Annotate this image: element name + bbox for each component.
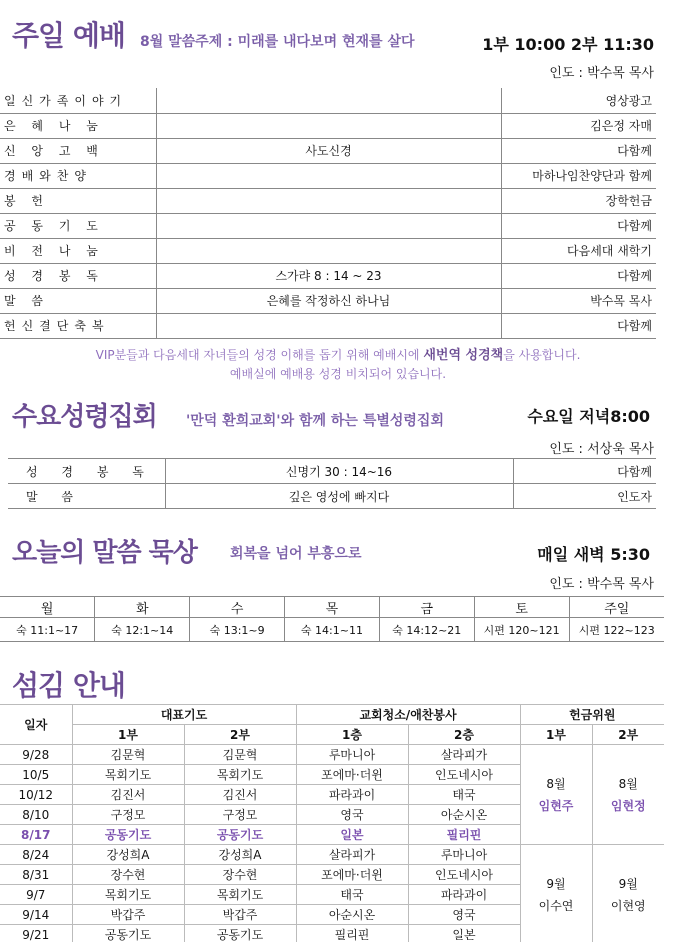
header-floor-1: 1층 xyxy=(296,725,408,745)
wednesday-title: 수요성령집회 xyxy=(12,402,157,432)
service-row xyxy=(0,745,664,765)
order-row xyxy=(0,163,656,188)
meditation-leader: 인도 : 박수목 목사 xyxy=(549,577,654,592)
service-p2: 공동기도 xyxy=(184,925,296,942)
sunday-leader: 인도 : 박수목 목사 xyxy=(549,66,654,81)
order-content xyxy=(156,238,501,263)
order-leader: 김은정 자매 xyxy=(501,113,656,138)
order-name: 비 전 나 눔 xyxy=(0,238,156,263)
service-p1: 박갑주 xyxy=(72,905,184,925)
order-content xyxy=(156,313,501,338)
order-row xyxy=(0,313,656,338)
order-leader: 마하나임찬양단과 함께 xyxy=(501,163,656,188)
meditation-time: 매일 새벽 5:30 xyxy=(537,545,650,564)
order-leader: 박수목 목사 xyxy=(501,288,656,313)
service-c2: 영국 xyxy=(408,905,520,925)
day-header: 목 xyxy=(285,597,380,618)
day-passage: 숙 13:1~9 xyxy=(190,618,285,642)
service-p2: 구정모 xyxy=(184,805,296,825)
service-c1: 태국 xyxy=(296,885,408,905)
order-content xyxy=(156,188,501,213)
wed-leader: 인도자 xyxy=(513,484,656,509)
order-content xyxy=(156,213,501,238)
service-p2: 김문혁 xyxy=(184,745,296,765)
order-name: 일신가족이야기 xyxy=(0,88,156,113)
service-p1: 목회기도 xyxy=(72,765,184,785)
day-passage: 숙 14:1~11 xyxy=(285,618,380,642)
service-c1: 살라피가 xyxy=(296,845,408,865)
header-offer-2: 2부 xyxy=(592,725,664,745)
service-p1: 김진서 xyxy=(72,785,184,805)
wednesday-leader: 인도 : 서상욱 목사 xyxy=(549,442,654,457)
service-p2: 장수현 xyxy=(184,865,296,885)
offering-sep-1 xyxy=(520,845,592,942)
day-passage: 숙 11:1~17 xyxy=(0,618,95,642)
day-header: 금 xyxy=(379,597,474,618)
service-c1: 파라과이 xyxy=(296,785,408,805)
service-c1: 일본 xyxy=(296,825,408,845)
meditation-title: 오늘의 말씀 묵상 xyxy=(12,538,197,568)
header-floor-2: 2층 xyxy=(408,725,520,745)
service-p1: 공동기도 xyxy=(72,925,184,942)
service-c2: 인도네시아 xyxy=(408,865,520,885)
order-leader: 다함께 xyxy=(501,313,656,338)
day-header: 월 xyxy=(0,597,95,618)
service-c1: 필리핀 xyxy=(296,925,408,942)
wed-row xyxy=(8,459,656,484)
service-c2: 루마니아 xyxy=(408,845,520,865)
day-passage: 숙 14:12~21 xyxy=(379,618,474,642)
wednesday-time: 수요일 저녁8:00 xyxy=(527,407,650,426)
service-c2: 아순시온 xyxy=(408,805,520,825)
service-p1: 공동기도 xyxy=(72,825,184,845)
offering-sep-2 xyxy=(592,845,664,942)
order-leader: 장학헌금 xyxy=(501,188,656,213)
sunday-title: 주일 예배 xyxy=(12,19,125,52)
header-offer-1: 1부 xyxy=(520,725,592,745)
header-clean: 교회청소/애찬봉사 xyxy=(296,705,520,725)
order-name: 말 씀 xyxy=(0,288,156,313)
service-c1: 루마니아 xyxy=(296,745,408,765)
order-row xyxy=(0,213,656,238)
service-p2: 박갑주 xyxy=(184,905,296,925)
order-row xyxy=(0,138,656,163)
offering-name: 임현주 xyxy=(538,798,574,813)
service-table xyxy=(0,704,664,942)
header-prayer: 대표기도 xyxy=(72,705,296,725)
day-header: 수 xyxy=(190,597,285,618)
order-content xyxy=(156,113,501,138)
order-name: 헌신결단축복 xyxy=(0,313,156,338)
offering-aug-1 xyxy=(520,745,592,845)
order-name: 경배와찬양 xyxy=(0,163,156,188)
service-c1: 영국 xyxy=(296,805,408,825)
order-leader: 다함께 xyxy=(501,263,656,288)
wednesday-order-table xyxy=(8,458,656,509)
service-date: 10/12 xyxy=(0,785,72,805)
service-p2: 목회기도 xyxy=(184,765,296,785)
service-title: 섬김 안내 xyxy=(12,669,125,702)
order-leader: 다음세대 새학기 xyxy=(501,238,656,263)
header-service-2: 2부 xyxy=(184,725,296,745)
offering-aug-2 xyxy=(592,745,664,845)
sunday-theme: 8월 말씀주제 : 미래를 내다보며 현재를 살다 xyxy=(140,34,415,50)
service-row xyxy=(0,845,664,865)
order-name: 성 경 봉 독 xyxy=(0,263,156,288)
service-date: 9/7 xyxy=(0,885,72,905)
order-content: 은혜를 작정하신 하나님 xyxy=(156,288,501,313)
service-p2: 강성희A xyxy=(184,845,296,865)
offering-month: 9월 xyxy=(618,876,638,891)
wed-leader: 다함께 xyxy=(513,459,656,484)
offering-month: 8월 xyxy=(618,776,638,791)
service-p1: 김문혁 xyxy=(72,745,184,765)
order-name: 은 혜 나 눔 xyxy=(0,113,156,138)
order-row xyxy=(0,188,656,213)
service-p2: 공동기도 xyxy=(184,825,296,845)
order-row xyxy=(0,238,656,263)
service-date: 9/28 xyxy=(0,745,72,765)
service-c2: 살라피가 xyxy=(408,745,520,765)
order-content: 사도신경 xyxy=(156,138,501,163)
offering-name: 이수연 xyxy=(538,898,574,913)
service-p2: 김진서 xyxy=(184,785,296,805)
order-content: 스가랴 8 : 14 ~ 23 xyxy=(156,263,501,288)
day-header: 화 xyxy=(95,597,190,618)
header-service-1: 1부 xyxy=(72,725,184,745)
wed-row xyxy=(8,484,656,509)
order-row xyxy=(0,288,656,313)
service-date: 8/17 xyxy=(0,825,72,845)
day-passage: 숙 12:1~14 xyxy=(95,618,190,642)
service-c1: 포에마·더윈 xyxy=(296,765,408,785)
service-p1: 목회기도 xyxy=(72,885,184,905)
order-row xyxy=(0,88,656,113)
wednesday-theme: '만덕 환희교회'와 함께 하는 특별성령집회 xyxy=(186,413,444,429)
order-leader: 영상광고 xyxy=(501,88,656,113)
wed-content: 신명기 30 : 14~16 xyxy=(165,459,513,484)
service-p2: 목회기도 xyxy=(184,885,296,905)
sunday-order-table xyxy=(0,88,656,339)
offering-month: 9월 xyxy=(546,876,566,891)
service-date: 10/5 xyxy=(0,765,72,785)
offering-month: 8월 xyxy=(546,776,566,791)
day-passage: 시편 120~121 xyxy=(474,618,569,642)
order-name: 봉 헌 xyxy=(0,188,156,213)
header-offering: 헌금위원 xyxy=(520,705,664,725)
service-date: 9/14 xyxy=(0,905,72,925)
service-date: 9/21 xyxy=(0,925,72,942)
service-c2: 태국 xyxy=(408,785,520,805)
order-content xyxy=(156,88,501,113)
service-p1: 강성희A xyxy=(72,845,184,865)
day-passage: 시편 122~123 xyxy=(569,618,664,642)
service-p1: 장수현 xyxy=(72,865,184,885)
order-leader: 다함께 xyxy=(501,138,656,163)
offering-name: 임현정 xyxy=(610,798,646,813)
service-p1: 구정모 xyxy=(72,805,184,825)
wed-content: 깊은 영성에 빠지다 xyxy=(165,484,513,509)
service-c1: 포에마·더윈 xyxy=(296,865,408,885)
day-header: 주일 xyxy=(569,597,664,618)
service-c2: 일본 xyxy=(408,925,520,942)
meditation-theme: 회복을 넘어 부흥으로 xyxy=(230,546,362,562)
order-leader: 다함께 xyxy=(501,213,656,238)
service-c1: 아순시온 xyxy=(296,905,408,925)
order-content xyxy=(156,163,501,188)
wed-name: 말 씀 xyxy=(8,484,165,509)
meditation-table xyxy=(0,596,664,642)
wed-name: 성 경 봉 독 xyxy=(8,459,165,484)
order-row xyxy=(0,263,656,288)
bible-note: VIP분들과 다음세대 자녀들의 성경 이해를 돕기 위해 예배시에 새번역 성경책을 사용합니다. xyxy=(95,348,581,363)
order-name: 공 동 기 도 xyxy=(0,213,156,238)
header-date: 일자 xyxy=(0,705,72,745)
service-date: 8/31 xyxy=(0,865,72,885)
offering-name: 이현영 xyxy=(610,898,646,913)
day-header: 토 xyxy=(474,597,569,618)
service-date: 8/24 xyxy=(0,845,72,865)
order-name: 신 앙 고 백 xyxy=(0,138,156,163)
bible-note-2: 예배실에 예배용 성경 비치되어 있습니다. xyxy=(229,367,447,381)
service-c2: 파라과이 xyxy=(408,885,520,905)
order-row xyxy=(0,113,656,138)
sunday-time: 1부 10:00 2부 11:30 xyxy=(482,35,654,54)
service-c2: 인도네시아 xyxy=(408,765,520,785)
service-c2: 필리핀 xyxy=(408,825,520,845)
service-date: 8/10 xyxy=(0,805,72,825)
